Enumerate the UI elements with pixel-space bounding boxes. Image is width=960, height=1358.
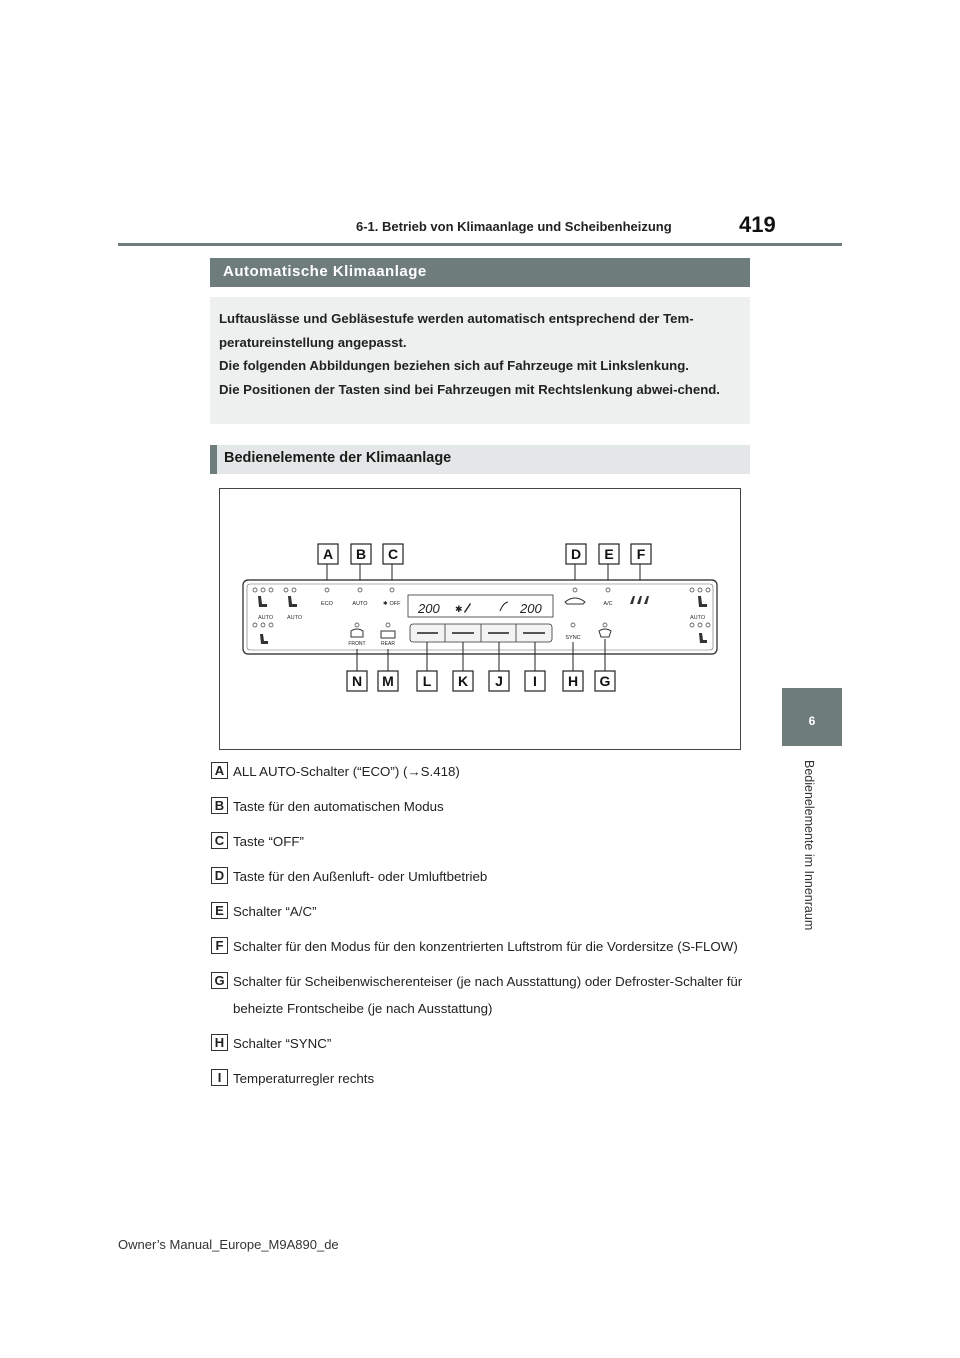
header-rule — [118, 243, 842, 246]
off-button[interactable]: OFF — [389, 601, 401, 607]
legend-item-d — [211, 863, 751, 890]
chapter-side-label-text: Bedienelemente im Innenraum — [802, 760, 816, 931]
running-header: 6-1. Betrieb von Klimaanlage und Scheibenheizung — [356, 219, 672, 234]
climate-control-panel — [243, 580, 717, 654]
sync-button[interactable]: SYNC — [565, 635, 581, 641]
legend-text: Taste für den Außenluft- oder Umluftbetrieb — [233, 869, 488, 884]
legend-badge: D — [211, 867, 228, 884]
legend-item-h — [211, 1030, 751, 1057]
ac-button[interactable]: A/C — [603, 601, 613, 607]
auto-mode-button[interactable]: AUTO — [352, 601, 368, 607]
auto-label-left-2: AUTO — [287, 615, 303, 621]
svg-text:H: H — [567, 673, 579, 689]
rear-label: REAR — [381, 641, 395, 647]
section-title: Automatische Klimaanlage — [210, 258, 750, 287]
svg-text:G: G — [599, 673, 611, 689]
svg-text:C: C — [387, 546, 399, 562]
auto-label-right: AUTO — [690, 615, 706, 621]
chapter-side-label — [800, 760, 820, 950]
legend-text: Schalter für den Modus für den konzentrierten Luftstrom für die Vordersitze (S-FLOW) — [233, 939, 738, 954]
legend-text: Taste für den automatischen Modus — [233, 799, 444, 814]
legend-text: Taste “OFF” — [233, 834, 304, 849]
legend-text: Schalter “SYNC” — [233, 1036, 332, 1051]
legend-item-a — [211, 758, 751, 785]
climate-panel-diagram — [220, 489, 742, 751]
temperature-switches[interactable] — [410, 624, 552, 642]
svg-text:D: D — [570, 546, 582, 562]
legend-text: ALL AUTO-Schalter (“ECO”) (→S.418) — [233, 764, 460, 779]
svg-text:J: J — [495, 673, 503, 689]
intro-box — [210, 297, 750, 424]
svg-text:F: F — [636, 546, 646, 562]
legend-item-c — [211, 828, 751, 855]
svg-text:N: N — [351, 673, 363, 689]
legend-text: Temperaturregler rechts — [233, 1071, 375, 1086]
legend-item-e — [211, 898, 751, 925]
legend-item-i — [211, 1065, 751, 1092]
fan-icon: ✱ — [383, 601, 388, 607]
callout-M — [378, 649, 398, 691]
legend-text: Schalter für Scheibenwischerenteiser (je nach Ausstattung) oder Defroster-Schalter für beheizte Frontscheibe (je nach Ausstattung) — [233, 974, 743, 1016]
legend-badge: I — [211, 1069, 228, 1086]
svg-text:I: I — [533, 673, 537, 689]
intro-paragraph: Die folgenden Abbildungen beziehen sich auf Fahrzeuge mit Linkslenkung. — [219, 358, 689, 373]
eco-button[interactable]: ECO — [321, 601, 333, 607]
page-number: 419 — [739, 212, 776, 237]
legend-badge: H — [211, 1034, 228, 1051]
legend-badge: A — [211, 762, 228, 779]
legend-badge: F — [211, 937, 228, 954]
svg-text:E: E — [604, 546, 614, 562]
svg-text:M: M — [382, 673, 394, 689]
legend-item-b — [211, 793, 751, 820]
legend-item-f — [211, 933, 751, 960]
front-label: FRONT — [348, 641, 366, 647]
callout-N — [347, 649, 367, 691]
legend-badge: G — [211, 972, 228, 989]
climate-panel-figure — [219, 488, 741, 750]
temp-display-left: 200 — [418, 601, 440, 616]
legend-list — [211, 758, 751, 1100]
temp-display-right: 200 — [520, 601, 542, 616]
legend-badge: B — [211, 797, 228, 814]
svg-text:K: K — [457, 673, 469, 689]
fan-speed-icon: ✱ — [455, 604, 463, 614]
footer-text: Owner’s Manual_Europe_M9A890_de — [118, 1237, 339, 1252]
svg-text:A: A — [322, 546, 334, 562]
legend-badge: E — [211, 902, 228, 919]
legend-item-g — [211, 968, 751, 1022]
svg-text:L: L — [422, 673, 432, 689]
auto-label-left: AUTO — [258, 615, 274, 621]
intro-paragraph: Luftauslässe und Gebläsestufe werden automatisch entsprechend der Tem-peratureinstellung angepasst. — [219, 311, 694, 350]
legend-badge: C — [211, 832, 228, 849]
subsection-title: Bedienelemente der Klimaanlage — [210, 445, 750, 474]
chapter-tab: 6 — [782, 688, 842, 746]
intro-paragraph: Die Positionen der Tasten sind bei Fahrzeugen mit Rechtslenkung abwei-chend. — [219, 381, 720, 397]
legend-text: Schalter “A/C” — [233, 904, 317, 919]
svg-text:B: B — [355, 546, 367, 562]
